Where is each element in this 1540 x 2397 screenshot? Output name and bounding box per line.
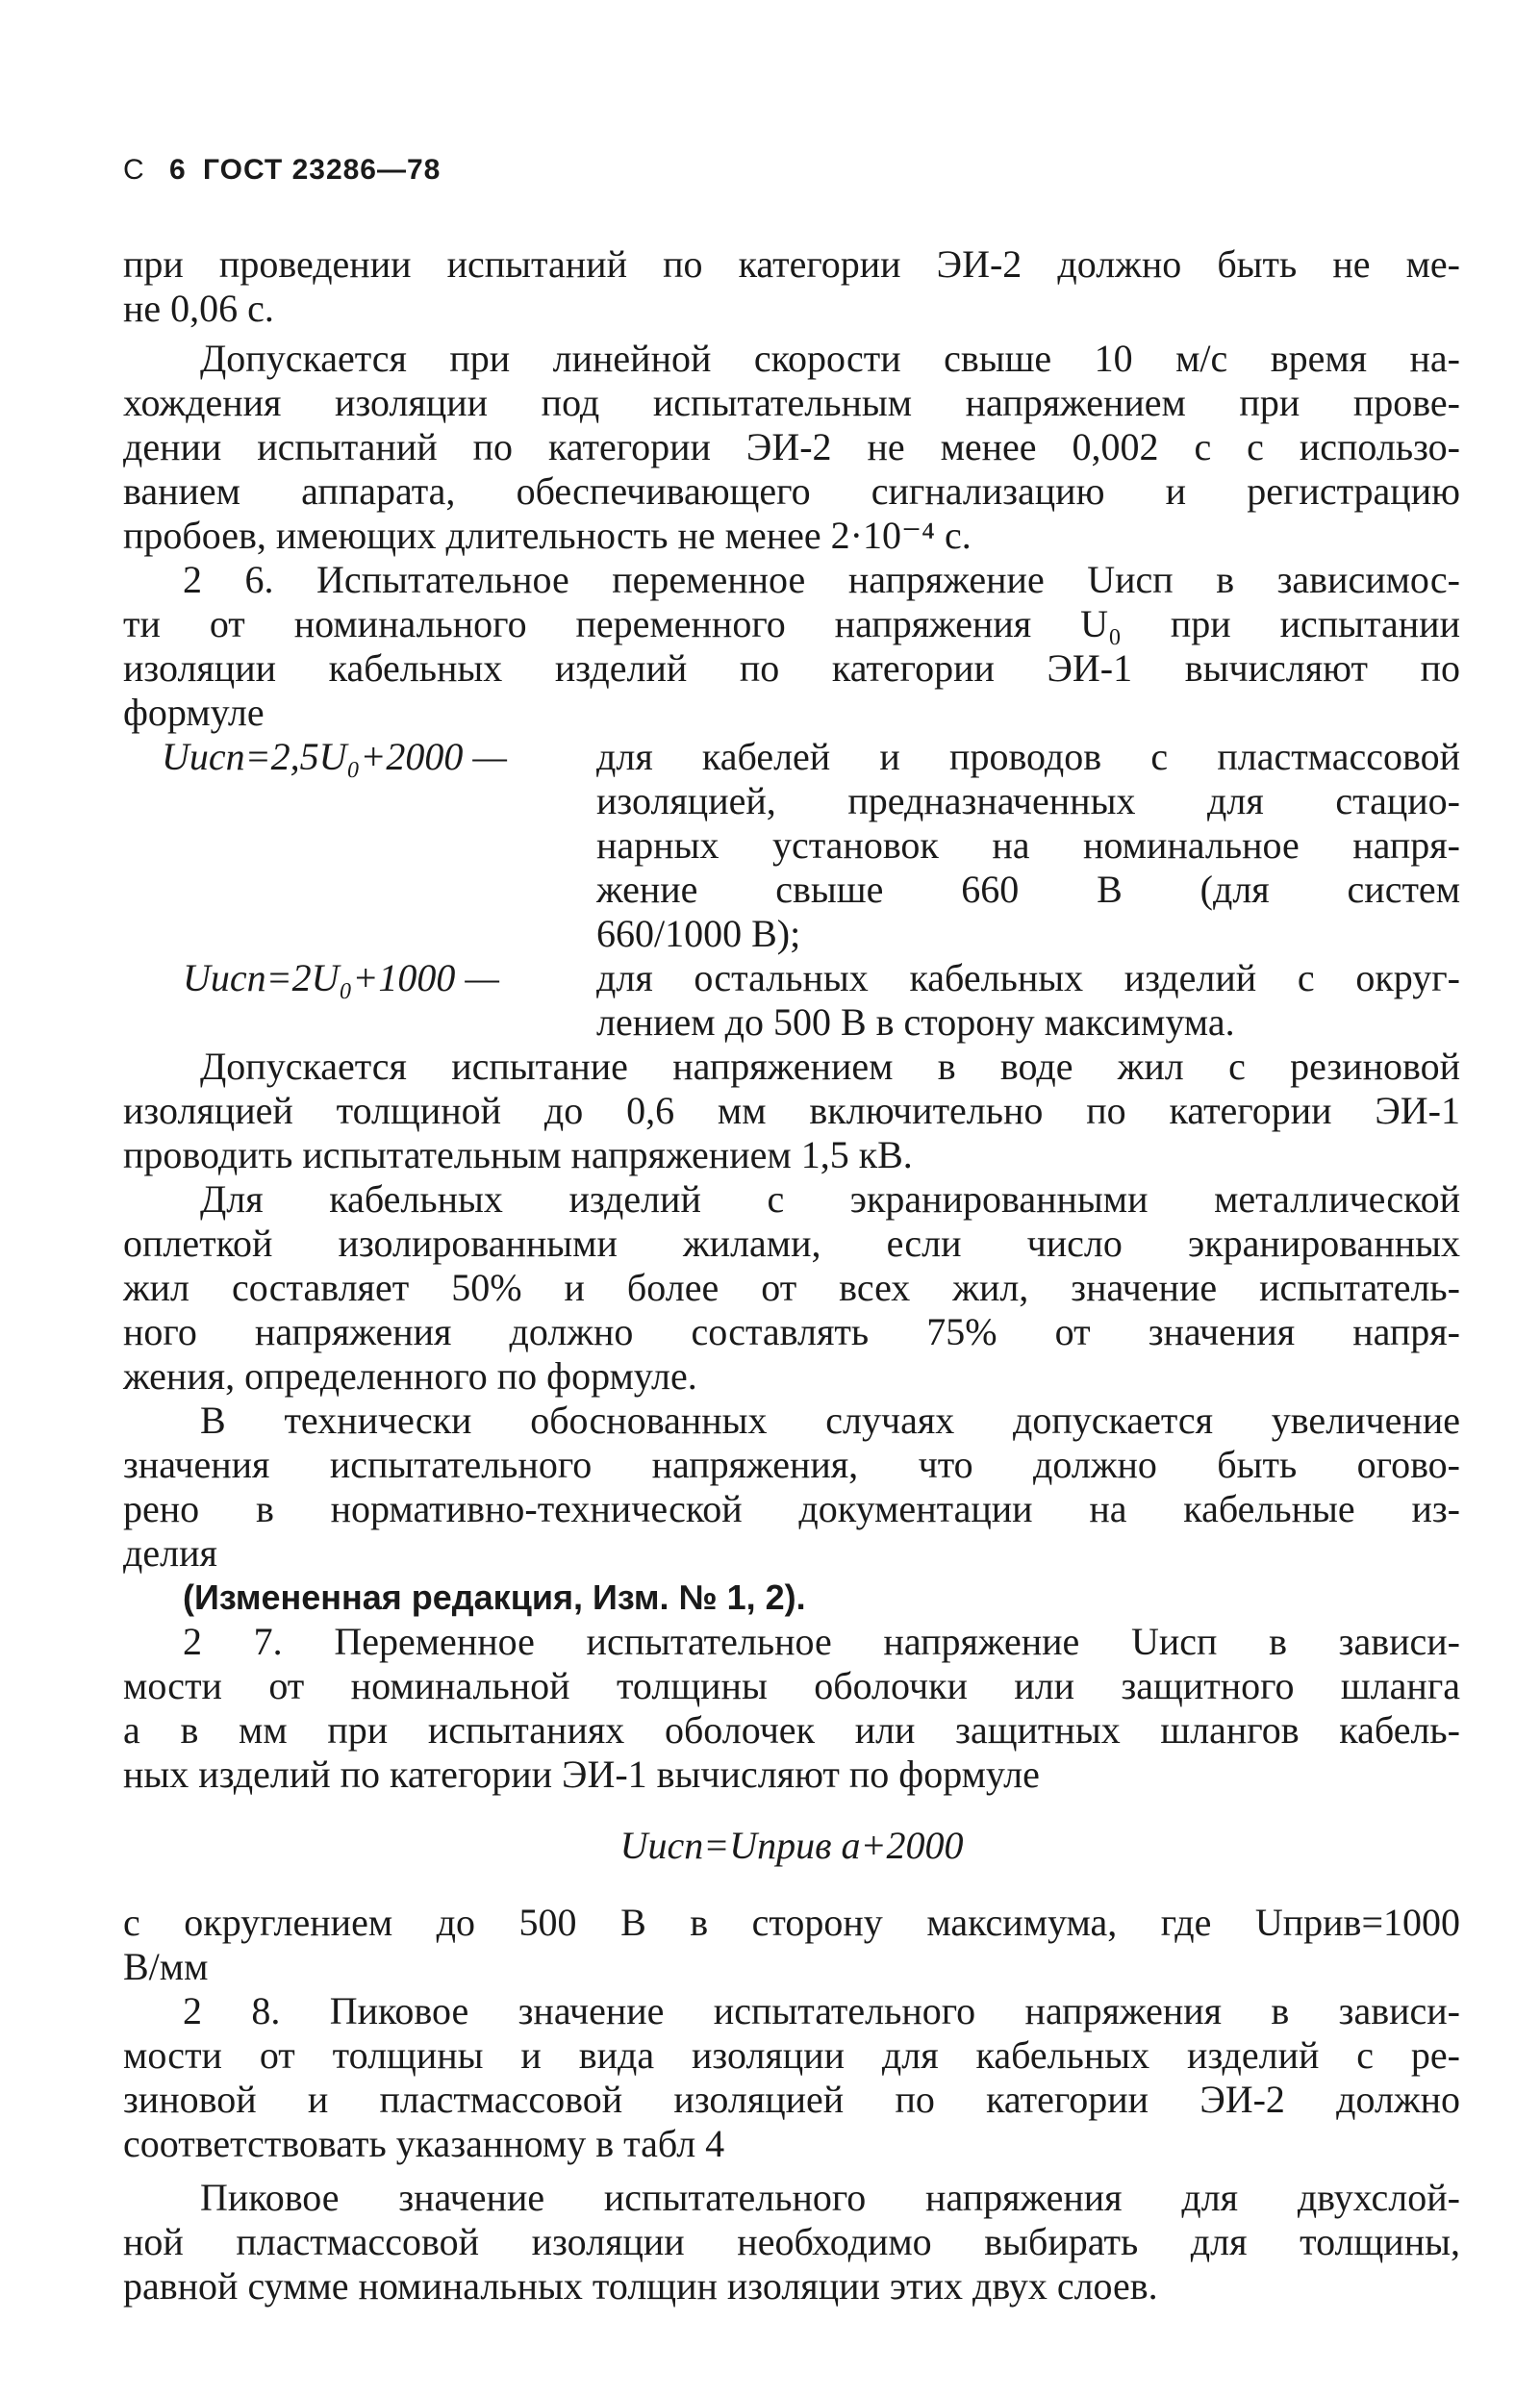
text-line: 2 7. Переменное испытательное напряжение Uисп в зависи- [183,1620,1460,1663]
text-line: Допускается испытание напряжением в воде жил с резиновой [200,1045,1460,1088]
text-line: пробоев, имеющих длительность не менее 2·10⁻⁴ с. [123,514,972,557]
text-line: Пиковое значение испытательного напряжения для двухслой- [200,2176,1460,2219]
formula-text: лением до 500 В в сторону максимума. [596,1000,1235,1044]
text-line: равной сумме номинальных толщин изоляции этих двух слоев. [123,2264,1158,2308]
formula-text: изоляцией, предназначенных для стацио- [596,779,1460,822]
text-line: Для кабельных изделий с экранированными металлической [200,1177,1460,1221]
text-line: дении испытаний по категории ЭИ-2 не менее 0,002 с с использо- [123,425,1460,468]
text-line: рено в нормативно-технической документации на кабельные из- [123,1487,1460,1530]
text-line: ной пластмассовой изоляции необходимо выбирать для толщины, [123,2220,1460,2263]
header-standard: ГОСТ 23286—78 [203,154,442,186]
text-line: изоляцией толщиной до 0,6 мм включительно по категории ЭИ-1 [123,1089,1460,1132]
text-line: с округлением до 500 В в сторону максимума, где Uприв=1000 [123,1901,1460,1944]
text-line: не 0,06 с. [123,287,274,330]
formula-text: 660/1000 В); [596,912,801,955]
amendment-note: (Измененная редакция, Изм. № 1, 2). [183,1577,806,1617]
formula-lhs: Uисп=2U₀+1000 — [183,956,499,999]
text-line: a в мм при испытаниях оболочек или защитных шлангов кабель- [123,1708,1460,1752]
header-page-number: 6 [169,154,187,186]
text-line: делия [123,1531,217,1575]
text-line: В/мм [123,1945,209,1988]
formula-lhs: Uисп=2,5U₀+2000 — [162,735,507,778]
text-line: ных изделий по категории ЭИ-1 вычисляют по формуле [123,1753,1040,1796]
text-line: изоляции кабельных изделий по категории ЭИ-1 вычисляют по [123,646,1460,690]
text-line: при проведении испытаний по категории ЭИ-2 должно быть не ме- [123,242,1460,286]
text-line: жил составляет 50% и более от всех жил, значение испытатель- [123,1266,1460,1309]
text-line: жения, определенного по формуле. [123,1354,697,1398]
formula-text: для кабелей и проводов с пластмассовой [596,735,1460,778]
text-line: хождения изоляции под испытательным напряжением при прове- [123,381,1460,424]
text-line: проводить испытательным напряжением 1,5 кВ. [123,1133,913,1176]
formula-text: нарных установок на номинальное напря- [596,823,1460,867]
text-line: ти от номинального переменного напряжения U₀ при испытании [123,602,1460,645]
page-header [123,154,441,187]
text-line: мости от номинальной толщины оболочки или защитного шланга [123,1664,1460,1707]
text-line: зиновой и пластмассовой изоляцией по категории ЭИ-2 должно [123,2078,1460,2121]
formula-text: жение свыше 660 В (для систем [596,868,1460,911]
text-line: ного напряжения должно составлять 75% от значения напря- [123,1310,1460,1353]
text-line: мости от толщины и вида изоляции для кабельных изделий с ре- [123,2033,1460,2077]
text-line: оплеткой изолированными жилами, если число экранированных [123,1222,1460,1265]
text-line: В технически обоснованных случаях допускается увеличение [200,1399,1460,1442]
text-line: Допускается при линейной скорости свыше 10 м/с время на- [200,337,1460,380]
text-line: значения испытательного напряжения, что должно быть огово- [123,1443,1460,1486]
text-line: 2 6. Испытательное переменное напряжение Uисп в зависимос- [183,558,1460,601]
text-line: соответствовать указанному в табл 4 [123,2122,725,2165]
formula-text: для остальных кабельных изделий с округ- [596,956,1460,999]
header-letter: С [123,154,145,186]
text-line: ванием аппарата, обеспечивающего сигнализацию и регистрацию [123,469,1460,513]
formula-centered: Uисп=Uприв a+2000 [619,1824,964,1867]
text-line: формуле [123,691,265,734]
text-line: 2 8. Пиковое значение испытательного напряжения в зависи- [183,1989,1460,2032]
